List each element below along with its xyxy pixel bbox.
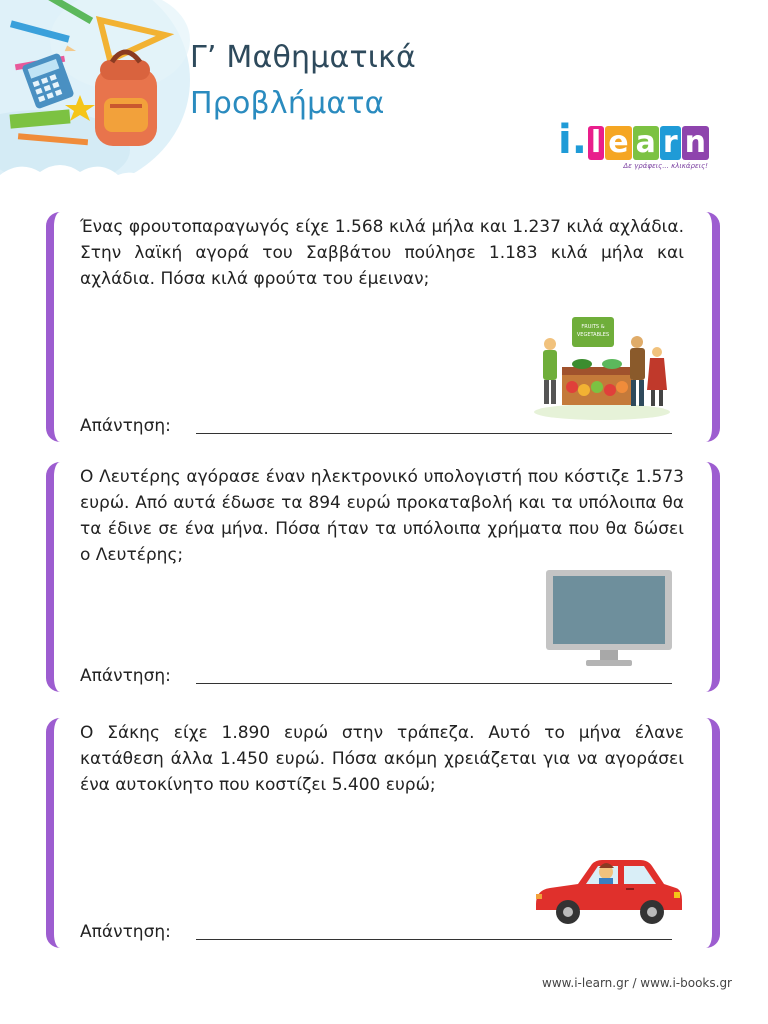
svg-text:VEGETABLES: VEGETABLES xyxy=(576,332,610,338)
logo-tagline: Δε γράφεις... κλικάρεις! xyxy=(623,162,708,170)
computer-monitor-illustration xyxy=(544,568,674,668)
market-stall-illustration xyxy=(532,312,672,422)
logo-wordmark xyxy=(558,117,718,163)
answer-label: Απάντηση: xyxy=(80,922,171,942)
answer-input-line[interactable] xyxy=(196,939,672,940)
problem-card-3 xyxy=(46,718,720,948)
logo-i: i xyxy=(558,117,572,163)
problem-card-1 xyxy=(46,212,720,442)
problem-card-2 xyxy=(46,462,720,692)
page-title: Γ’ Μαθηματικά xyxy=(190,40,416,75)
footer-links[interactable]: www.i-learn.gr / www.i-books.gr xyxy=(542,976,732,990)
page-subtitle: Προβλήματα xyxy=(190,86,385,121)
logo-letter: r xyxy=(660,126,681,160)
school-supplies-illustration xyxy=(0,0,200,200)
problem-text: Ο Λευτέρης αγόρασε έναν ηλεκτρονικό υπολογιστή που κόστιζε 1.573 ευρώ. Από αυτά έδωσε τα 894 ευρώ προκαταβολή και τα υπόλοιπα θα τα έδινε σε ένα μήνα. Πόσα ήταν τα υπόλοιπα χρήματα που θα δώσει ο Λευτέρης; xyxy=(80,467,684,565)
answer-input-line[interactable] xyxy=(196,433,672,434)
answer-label: Απάντηση: xyxy=(80,666,171,686)
problem-text: Ένας φρουτοπαραγωγός είχε 1.568 κιλά μήλα και 1.237 κιλά αχλάδια. Στην λαϊκή αγορά του Σαββάτου πούλησε 1.183 κιλά μήλα και αχλάδια. Πόσα κιλά φρούτα του έμειναν; xyxy=(80,217,684,289)
i-learn-logo xyxy=(558,117,718,180)
answer-input-line[interactable] xyxy=(196,683,672,684)
red-car-illustration xyxy=(530,854,685,929)
answer-label: Απάντηση: xyxy=(80,416,171,436)
sign-text: FRUITS & xyxy=(581,324,605,330)
logo-dot: . xyxy=(571,117,587,163)
logo-letter: e xyxy=(605,126,631,160)
logo-letter: n xyxy=(682,126,709,160)
problem-text: Ο Σάκης είχε 1.890 ευρώ στην τράπεζα. Αυτό το μήνα έλανε κατάθεση άλλα 1.450 ευρώ. Πόσα ακόμη χρειάζεται για να αγοράσει ένα αυτοκίνητο που κοστίζει 5.400 ευρώ; xyxy=(80,723,684,795)
logo-letter: l xyxy=(588,126,604,160)
logo-letter: a xyxy=(633,126,659,160)
